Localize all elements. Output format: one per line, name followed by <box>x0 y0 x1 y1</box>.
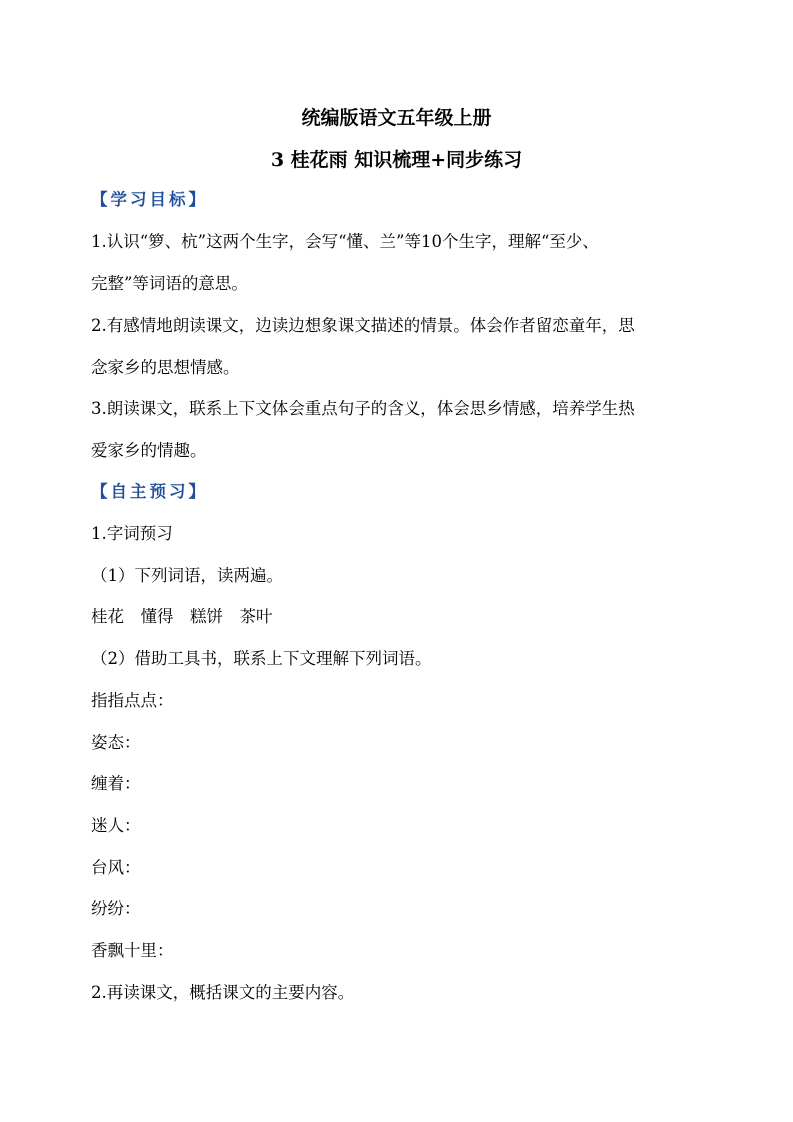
preview-heading: 【自主预习】 <box>91 482 208 501</box>
objectives-heading: 【学习目标】 <box>91 190 208 209</box>
question-1-part-2: （2）借助工具书，联系上下文理解下列词语。 <box>91 649 432 668</box>
question-1-part-1: （1）下列词语，读两遍。 <box>91 566 283 585</box>
term-item: 指指点点： <box>91 691 174 710</box>
objective-2-line-2: 念家乡的思想情感。 <box>91 358 240 377</box>
objective-1-line-2: 完整”等词语的意思。 <box>91 274 248 293</box>
term-item: 香飘十里： <box>91 941 174 960</box>
objective-2-line-1: 2.有感情地朗读课文，边读边想象课文描述的情景。体会作者留恋童年，思 <box>91 316 635 335</box>
term-item: 台风： <box>91 858 141 877</box>
question-1: 1.字词预习 <box>91 524 173 543</box>
term-item: 迷人： <box>91 816 141 835</box>
term-item: 纷纷： <box>91 899 141 918</box>
vocabulary-words: 桂花 懂得 糕饼 茶叶 <box>91 607 273 626</box>
objective-3-line-2: 爱家乡的情趣。 <box>91 441 207 460</box>
question-2: 2.再读课文，概括课文的主要内容。 <box>91 983 355 1002</box>
document-title: 统编版语文五年级上册 <box>301 107 492 129</box>
term-item: 姿态： <box>91 733 141 752</box>
objective-1-line-1: 1.认识“箩、杭”这两个生字，会写“懂、兰”等10个生字，理解“至少、 <box>91 232 599 251</box>
term-item: 缠着： <box>91 774 141 793</box>
objective-3-line-1: 3.朗读课文，联系上下文体会重点句子的含义，体会思乡情感，培养学生热 <box>91 399 635 418</box>
lesson-title: 3 桂花雨 知识梳理+同步练习 <box>270 149 523 171</box>
